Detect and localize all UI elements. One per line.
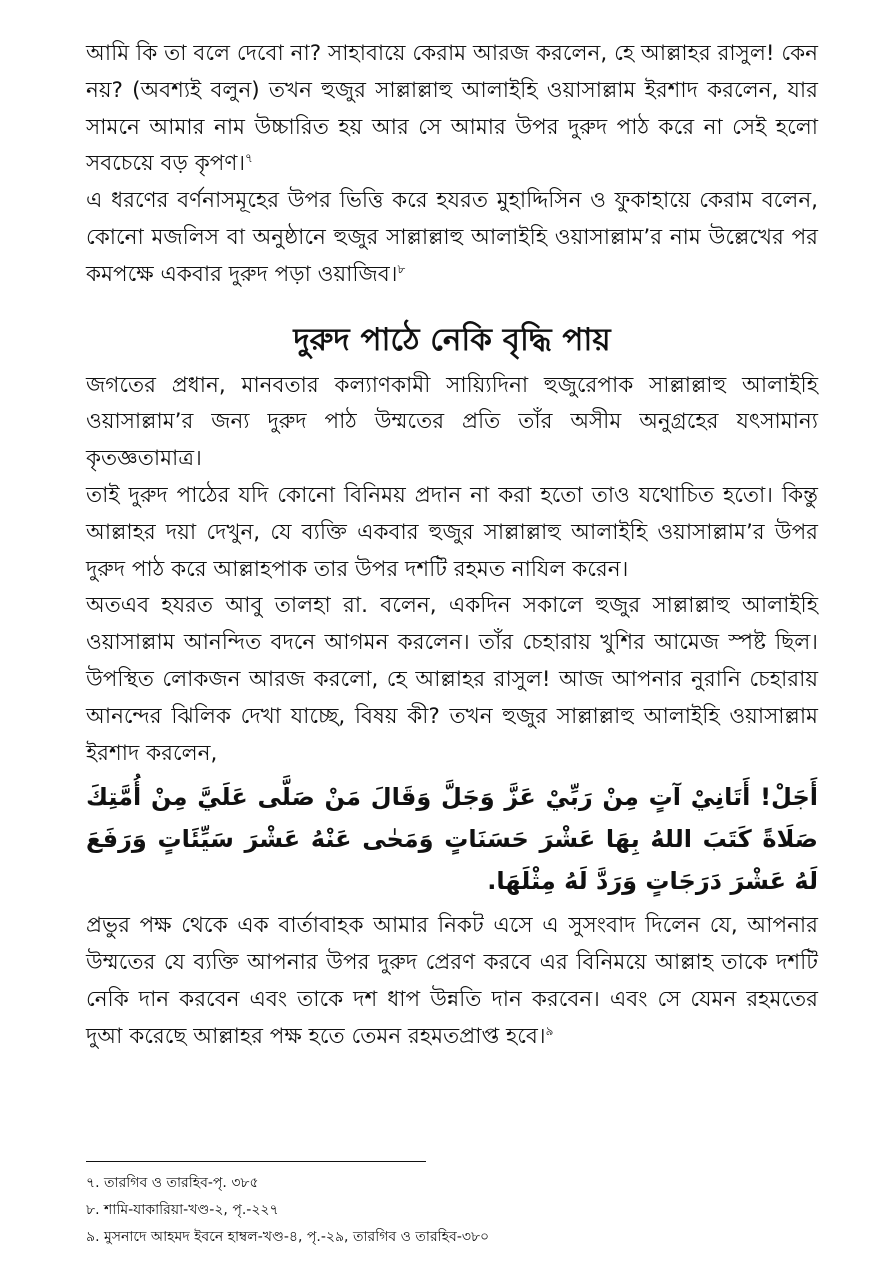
footnote-ref-7: ৭ xyxy=(245,151,253,166)
page-body xyxy=(86,36,818,1056)
paragraph-reward: তাই দুরুদ পাঠের যদি কোনো বিনিময় প্রদান না করা হতো তাও যথোচিত হতো। কিন্তু আল্লাহর দয়া দেখুন, যে ব্যক্তি একবার হুজুর সাল্লাল্লাহু আলাইহি ওয়াসাল্লাম’র উপর দুরুদ পাঠ করে আল্লাহপাক তার উপর দশটি রহমত নাযিল করেন। xyxy=(86,482,818,582)
paragraph-translation xyxy=(86,908,818,1055)
paragraph-text: আমি কি তা বলে দেবো না? সাহাবায়ে কেরাম আরজ করলেন, হে আল্লাহর রাসুল! কেন নয়? (অবশ্যই বলুন) তখন হুজুর সাল্লাল্লাহু আলাইহি ওয়াসাল্লাম ইরশাদ করলেন, যার সামনে আমার নাম উচ্চারিত হয় আর সে আমার উপর দুরুদ পাঠ করে না সেই হলো সবচেয়ে বড় কৃপণ। xyxy=(86,41,818,177)
paragraph-text: প্রভুর পক্ষ থেকে এক বার্তাবাহক আমার নিকট এসে এ সুসংবাদ দিলেন যে, আপনার উম্মতের যে ব্যক্তি আপনার উপর দুরুদ প্রেরণ করবে এর বিনিময়ে আল্লাহ তাকে দশটি নেকি দান করবেন এবং তাকে দশ ধাপ উন্নতি দান করবেন। এবং সে যেমন রহমতের দুআ করেছে আল্লাহর পক্ষ হতে তেমন রহমতপ্রাপ্ত হবে। xyxy=(86,913,818,1049)
footnote-ref-9: ৯ xyxy=(545,1023,554,1038)
paragraph-abu-talha: অতএব হযরত আবু তালহা রা. বলেন, একদিন সকালে হুজুর সাল্লাল্লাহু আলাইহি ওয়াসাল্লাম আনন্দিত বদনে আগমন করলেন। তাঁর চেহারায় খুশির আমেজ স্পষ্ট ছিল। উপস্থিত লোকজন আরজ করলো, হে আল্লাহর রাসুল! আজ আপনার নুরানি চেহারায় আনন্দের ঝিলিক দেখা যাচ্ছে, বিষয় কী? তখন হুজুর সাল্লাল্লাহু আলাইহি ওয়াসাল্লাম ইরশাদ করলেন, xyxy=(86,593,818,766)
paragraph-ruling xyxy=(86,183,818,293)
footnote-8: ৮. শামি-যাকারিয়া-খণ্ড-২, পৃ.-২২৭ xyxy=(86,1202,279,1218)
footnote-ref-8: ৮ xyxy=(397,261,406,276)
footnote-divider xyxy=(86,1161,426,1162)
paragraph-text: এ ধরণের বর্ণনাসমূহের উপর ভিত্তি করে হযরত মুহাদ্দিসিন ও ফুকাহায়ে কেরাম বলেন, কোনো মজলিস বা অনুষ্ঠানে হুজুর সাল্লাল্লাহু আলাইহি ওয়াসাল্লাম’র নাম উল্লেখের পর কমপক্ষে একবার দুরুদ পড়া ওয়াজিব। xyxy=(86,188,818,287)
paragraph-hadith-intro xyxy=(86,36,818,183)
arabic-hadith: أَجَلْ! أَتَانِيْ آتٍ مِنْ رَبِّيْ عَزَّ وَجَلَّ وَقَالَ مَنْ صَلَّى عَلَيَّ مِنْ أُمَّتِكَ صَلَاةً كَتَبَ اللهُ بِهَا عَشْرَ حَسَنَاتٍ وَمَحٰى عَنْهُ عَشْرَ سَيِّئَاتٍ وَرَفَعَ لَهُ عَشْرَ دَرَجَاتٍ وَرَدَّ لَهُ مِثْلَهَا. xyxy=(86,783,818,896)
section-heading: দুরুদ পাঠে নেকি বৃদ্ধি পায় xyxy=(293,321,611,358)
footnote-7: ৭. তারগিব ও তারহিব-পৃ. ৩৮৫ xyxy=(86,1175,259,1191)
paragraph-gratitude: জগতের প্রধান, মানবতার কল্যাণকামী সায়্যিদিনা হুজুরেপাক সাল্লাল্লাহু আলাইহি ওয়াসাল্লাম’র জন্য দুরুদ পাঠ উম্মতের প্রতি তাঁর অসীম অনুগ্রহের যৎসামান্য কৃতজ্ঞতামাত্র। xyxy=(86,372,818,472)
footnote-9: ৯. মুসনাদে আহমদ ইবনে হাম্বল-খণ্ড-৪, পৃ.-২৯, তারগিব ও তারহিব-৩৮০ xyxy=(86,1229,490,1245)
footnotes xyxy=(86,1170,786,1251)
